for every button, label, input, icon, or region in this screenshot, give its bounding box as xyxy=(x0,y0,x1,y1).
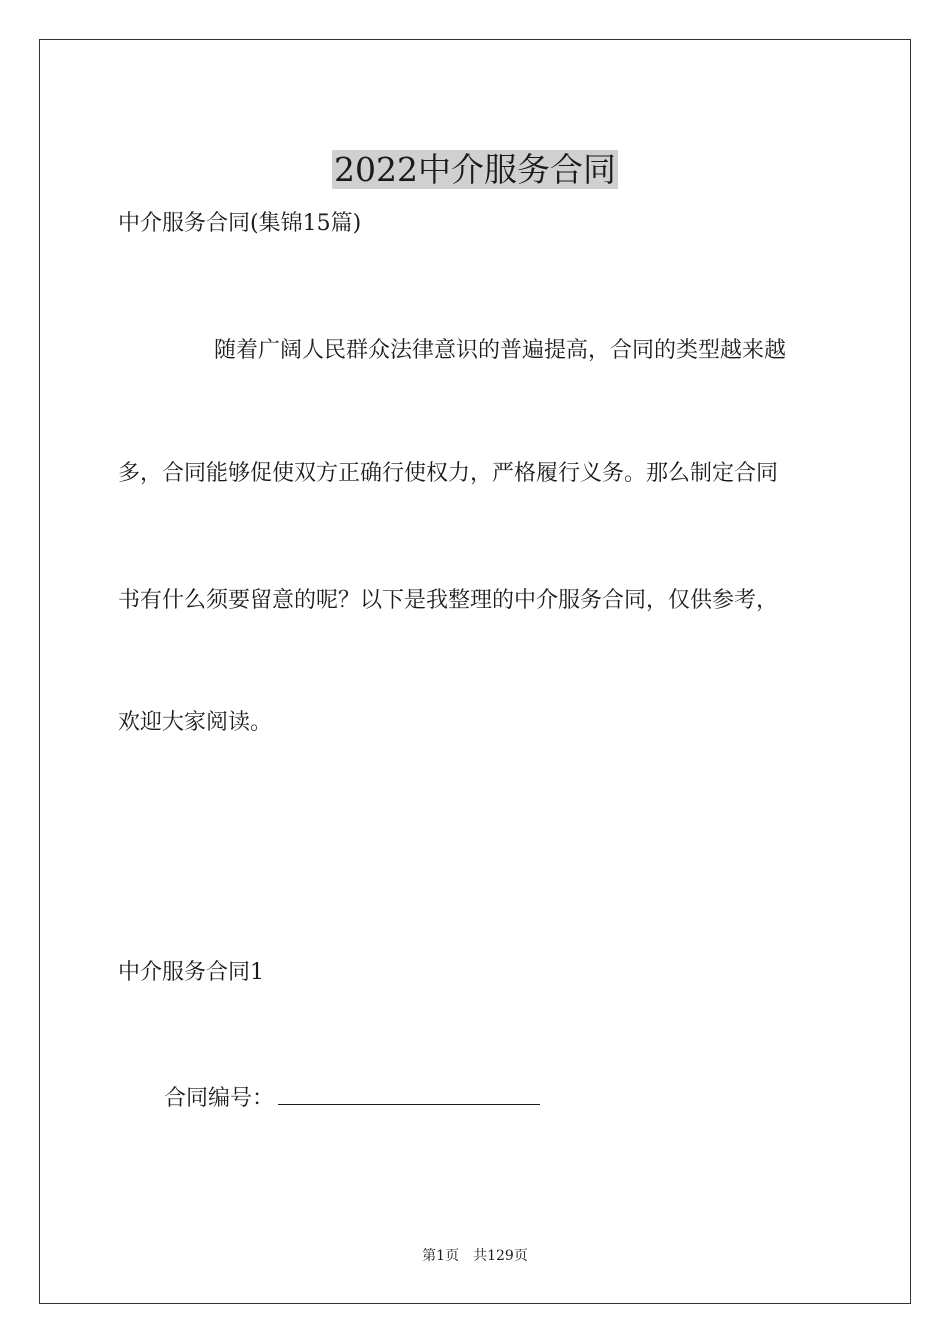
contract-number-row xyxy=(164,1082,540,1114)
contract-number-label: 合同编号： xyxy=(164,1086,275,1111)
intro-line-3: 书有什么须要留意的呢？以下是我整理的中介服务合同，仅供参考， xyxy=(118,588,779,613)
document-title-text: 2022中介服务合同 xyxy=(334,150,616,190)
document-subtitle: 中介服务合同(集锦15篇) xyxy=(118,211,362,236)
page-total: 共129页 xyxy=(473,1248,528,1264)
page-current: 第1页 xyxy=(422,1248,460,1264)
contract-number-blank xyxy=(278,1082,540,1105)
intro-line-2: 多，合同能够促使双方正确行使权力，严格履行义务。那么制定合同 xyxy=(118,461,779,486)
intro-line-4: 欢迎大家阅读。 xyxy=(118,710,273,735)
page-footer xyxy=(0,1246,950,1266)
section-heading: 中介服务合同1 xyxy=(118,960,264,985)
intro-line-1: 随着广阔人民群众法律意识的普遍提高，合同的类型越来越 xyxy=(214,338,787,363)
document-title xyxy=(0,148,950,192)
